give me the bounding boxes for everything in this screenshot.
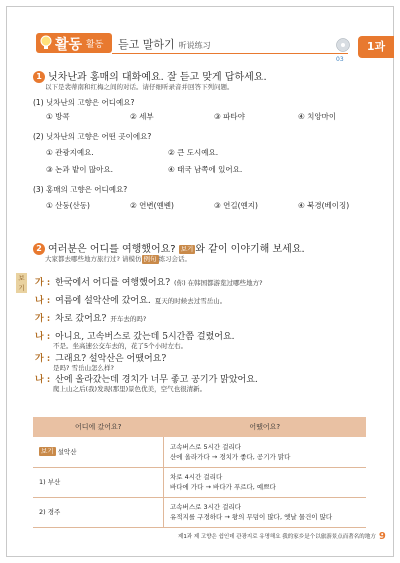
dialogue-line	[35, 311, 146, 324]
line-zh: (你) 在韩国都游览过哪些地方?	[174, 279, 263, 287]
description-line: 고속버스로 5시간 걸리다	[170, 442, 242, 451]
example-dialogue	[16, 273, 386, 393]
line-ko: 산에 올라갔는데 경치가 너무 좋고 공기가 맑았어요.	[55, 375, 258, 385]
line-ko: 한국에서 어디를 여행했어요?	[55, 278, 171, 288]
option[interactable]: ③ 논과 밭이 많아요.	[46, 165, 113, 174]
column-header: 어디에 갔어요?	[33, 417, 164, 437]
speaker: 가 :	[35, 314, 51, 324]
question-2-options-row2	[46, 164, 290, 175]
option[interactable]: ① 방콕	[46, 112, 70, 121]
table-row	[33, 467, 366, 497]
description-line: 고속버스로 3시간 걸리다	[170, 503, 242, 511]
track-number: 03	[336, 56, 344, 63]
section2-instruction-b: 와 같이 이야기해 보세요.	[195, 244, 305, 255]
title-ko: 듣고 말하기	[118, 38, 175, 51]
option[interactable]: ④ 태국 남쪽에 있어요.	[168, 165, 243, 174]
line-ko: 그래요? 설악산은 어땠어요?	[55, 354, 167, 364]
section1-instruction-text: 닛차난과 홍매의 대화예요. 잘 듣고 맞게 답하세요.	[48, 72, 267, 83]
example-tag-zh: 例句	[143, 254, 157, 263]
speaker: 가 :	[35, 278, 51, 288]
option[interactable]: ④ 치앙마이	[298, 112, 337, 121]
section2-number: 2	[33, 243, 45, 255]
title-zh: 听说练习	[178, 41, 211, 50]
page-footer	[178, 531, 386, 542]
dialogue-translation: 不是。坐高速公交车去的，花了5个小时左右。	[53, 342, 188, 350]
description-line: 바다에 가다 → 바다가 푸르다, 예쁘다	[170, 483, 276, 491]
question-1: (1) 닛차난의 고향은 어디예요?	[33, 98, 135, 107]
section2-sub-b: 练习会话。	[158, 255, 192, 263]
description-line: 유적지를 구경하다 → 왕의 무덤이 많다, 옛날 물건이 많다	[170, 513, 333, 521]
line-ko: 여름에 설악산에 갔어요.	[55, 296, 151, 306]
badge-main-text: 활동	[55, 37, 83, 53]
section2-instruction-a: 여러분은 어디를 여행했어요?	[48, 244, 176, 255]
dialogue-tag: 보기	[16, 273, 27, 293]
description-cell	[164, 497, 367, 527]
place-cell: 1) 부산	[33, 467, 164, 497]
place-cell: 2) 경주	[33, 497, 164, 527]
option[interactable]: ③ 연길(옌지)	[214, 201, 258, 210]
column-header: 어땠어요?	[164, 417, 367, 437]
place-cell	[33, 437, 164, 467]
option[interactable]: ② 세부	[130, 112, 154, 121]
description-cell	[164, 467, 367, 497]
option[interactable]: ② 연변(옌볜)	[130, 201, 174, 210]
line-zh: 夏天的时候去过雪岳山。	[154, 297, 227, 305]
option[interactable]: ③ 파타야	[214, 112, 245, 121]
speaker: 나 :	[35, 375, 51, 385]
section2-sub	[45, 254, 191, 264]
section2-sub-a: 大家都去哪些地方旅行过? 请模仿	[45, 255, 142, 263]
dialogue-line	[35, 275, 263, 288]
option[interactable]: ① 산둥(산동)	[46, 201, 90, 210]
line-ko: 차로 갔어요?	[55, 314, 107, 324]
lesson-tab: 1과	[358, 36, 394, 58]
section2-instruction	[33, 240, 305, 255]
dialogue-line	[35, 293, 226, 306]
section-title	[118, 36, 211, 52]
question-1-options	[46, 111, 382, 122]
speaker: 나 :	[35, 296, 51, 306]
speaker: 나 :	[35, 332, 51, 342]
page-number: 9	[378, 531, 386, 542]
badge-sub-text: 활동	[86, 40, 104, 50]
question-3-options	[46, 200, 382, 211]
cd-icon[interactable]	[336, 38, 350, 52]
option[interactable]: ① 관광지예요.	[46, 148, 94, 157]
activity-header	[36, 33, 352, 53]
line-ko: 아니요, 고속버스로 갔는데 5시간쯤 걸렸어요.	[55, 332, 235, 342]
place-name: 설악산	[57, 447, 77, 456]
description-cell	[164, 437, 367, 467]
footer-text: 제1과 제 고향은 쉼인데 관광지로 유명해요 我的家乡是个以旅游景点而著名的地方	[178, 534, 376, 540]
dialogue-translation: 是吗? 雪岳山怎么样?	[53, 364, 114, 372]
table-row	[33, 437, 366, 467]
dialogue-translation: 爬上山之后(我)发现(那里)景色优美，空气也很清新。	[53, 385, 207, 393]
description-line: 차로 4시간 걸리다	[170, 473, 223, 481]
question-2-options-row1	[46, 147, 290, 158]
header-underline	[112, 53, 348, 54]
question-3: (3) 홍매의 고향은 어디예요?	[33, 185, 128, 194]
activity-badge	[36, 33, 112, 53]
table-header-row	[33, 417, 366, 437]
section1-sub: 以下是裴蒂南和红梅之间的对话。请仔细听录音并回答下列问题。	[45, 83, 234, 91]
section1-number: 1	[33, 71, 45, 83]
table-row	[33, 497, 366, 527]
question-2: (2) 닛차난의 고향은 어떤 곳이에요?	[33, 132, 152, 141]
speaker: 가 :	[35, 354, 51, 364]
section1-instruction	[33, 68, 267, 83]
option[interactable]: ② 큰 도시예요.	[168, 148, 219, 157]
description-line: 산에 올라가다 → 경치가 좋다, 공기가 맑다	[170, 452, 291, 461]
lightbulb-icon	[39, 35, 53, 51]
line-zh: 开车去的吗?	[110, 315, 147, 323]
example-tag: 보기	[41, 447, 54, 456]
travel-table	[33, 417, 366, 528]
example-tag: 보기	[180, 244, 194, 253]
option[interactable]: ④ 북경(베이징)	[298, 201, 350, 210]
